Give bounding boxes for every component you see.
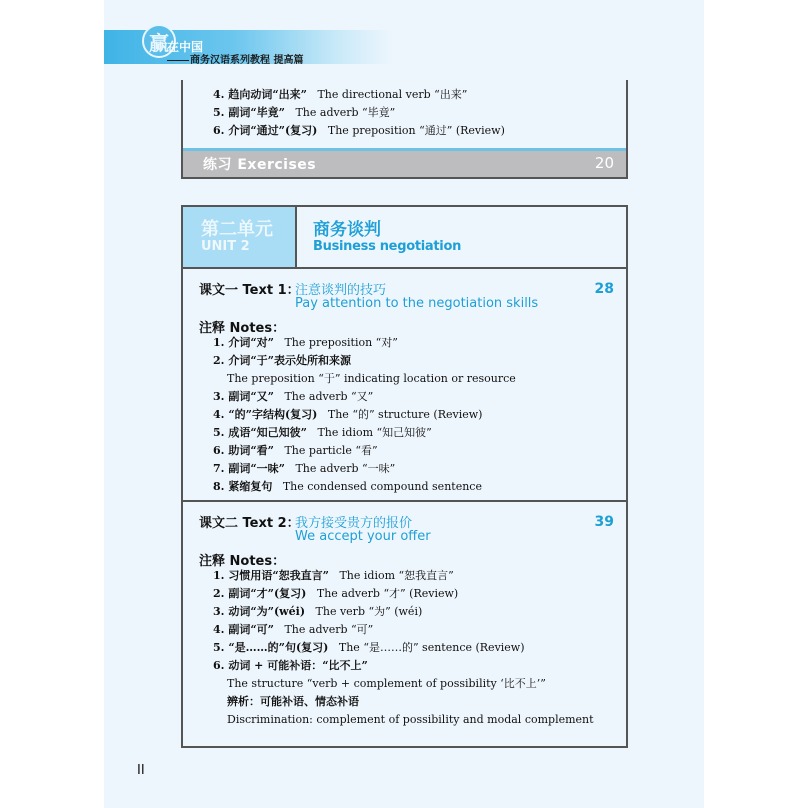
text-2-label: 课文二 Text 2： [199,516,300,531]
unit-title-zh: 商务谈判 [313,220,381,240]
text-1-label: 课文一 Text 1： [199,283,300,298]
page-number: II [137,763,145,778]
logo-icon: 赢 [142,24,176,58]
exercises-row[interactable] [183,148,626,177]
prev-unit-notes [213,86,505,140]
note-item[interactable]: 4. “的”字结构(复习) The “的” structure (Review) [213,408,483,421]
series-subtitle: 商务汉语系列教程 提高篇 [167,51,303,66]
series-title: 在中国 [167,40,204,54]
note-item[interactable]: 6. 介词“通过”(复习) The preposition “通过” (Review) [213,124,505,137]
text-1-page-number[interactable]: 28 [594,281,614,297]
note-item[interactable]: 5. 成语“知己知彼” The idiom “知己知彼” [213,426,432,439]
note-item[interactable]: 8. 紧缩复句 The condensed compound sentence [213,480,482,493]
unit-header [183,207,626,269]
exercises-label: 练习 Exercises [203,157,317,173]
note-item-discrimination-en: Discrimination: complement of possibility and modal complement [227,713,594,726]
note-item[interactable]: 4. 趋向动词“出来” The directional verb “出来” [213,88,468,101]
note-item[interactable]: 5. “是……的”句(复习) The “是……的” sentence (Review) [213,641,525,654]
text-2-page-number[interactable]: 39 [594,514,614,530]
text-1-title-zh[interactable]: 注意谈判的技巧 [295,283,387,298]
note-item[interactable]: 4. 副词“可” The adverb “可” [213,623,374,636]
unit-badge [183,207,297,267]
text-2-notes [213,567,594,729]
note-item-discrimination-zh: 辨析：可能补语、情态补语 [227,695,359,708]
note-item[interactable]: 2. 副词“才”(复习) The adverb “才” (Review) [213,587,459,600]
text-1-title-en[interactable]: Pay attention to the negotiation skills [295,296,539,311]
text-2-title-zh[interactable]: 我方接受贵方的报价 [295,516,413,531]
note-item[interactable]: 1. 习惯用语“恕我直言” The idiom “恕我直言” [213,569,454,582]
note-item[interactable]: 6. 动词 + 可能补语：“比不上” [213,659,368,672]
note-item[interactable]: 5. 副词“毕竟” The adverb “毕竟” [213,106,396,119]
notes-heading: 注释 Notes： [199,321,286,336]
unit-badge-zh: 第二单元 [201,219,273,240]
note-item[interactable]: 6. 助词“看” The particle “看” [213,444,378,457]
note-item[interactable]: 7. 副词“一味” The adverb “一味” [213,462,396,475]
notes-heading: 注释 Notes： [199,554,286,569]
text-1-section [183,269,626,502]
exercises-page-number: 20 [594,154,614,172]
note-item[interactable]: 3. 副词“又” The adverb “又” [213,390,374,403]
unit-badge-en: UNIT 2 [201,239,250,254]
prev-unit-box [181,80,628,179]
note-item-translation: The preposition “于” indicating location or resource [227,372,516,385]
note-item-translation: The structure “verb + complement of possibility ‘比不上’” [227,677,546,690]
note-item[interactable]: 3. 动词“为”(wéi) The verb “为” (wéi) [213,605,423,618]
note-item[interactable]: 1. 介词“对” The preposition “对” [213,336,398,349]
text-2-section [183,502,626,747]
text-2-title-en[interactable]: We accept your offer [295,529,431,544]
text-1-notes [213,334,516,496]
unit-2-box [181,205,628,748]
note-item[interactable]: 2. 介词“于”表示处所和来源 [213,354,351,367]
unit-title-en: Business negotiation [313,239,462,254]
